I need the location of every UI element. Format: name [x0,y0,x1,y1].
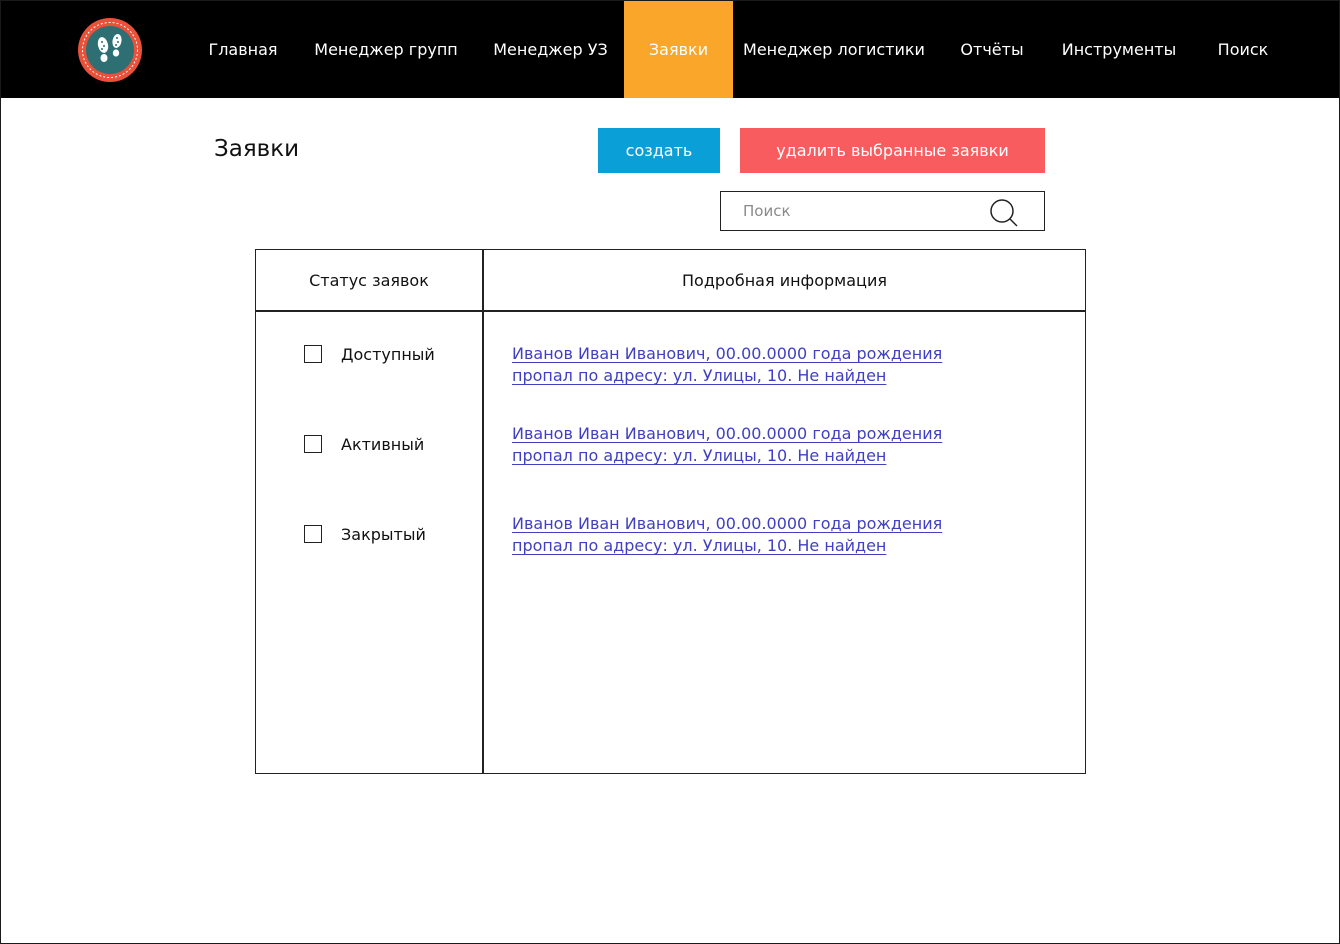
nav-item-home[interactable]: Главная [208,39,278,59]
top-nav-bar [0,0,1340,98]
request-line-1: Иванов Иван Иванович, 00.00.0000 года рождения [512,344,943,363]
requests-table [255,249,1086,774]
status-filter-available[interactable] [304,342,435,366]
nav-item-search[interactable]: Поиск [1217,39,1269,59]
status-checkbox[interactable] [304,435,322,453]
status-filter-active[interactable] [304,432,424,456]
request-link[interactable] [512,513,992,557]
status-filter-closed[interactable] [304,522,426,546]
status-checkbox[interactable] [304,525,322,543]
nav-item-logistics-manager[interactable]: Менеджер логистики [743,39,925,59]
nav-item-reports[interactable]: Отчёты [960,39,1024,59]
request-line-1: Иванов Иван Иванович, 00.00.0000 года рождения [512,424,943,443]
nav-item-account-manager[interactable]: Менеджер УЗ [493,39,608,59]
status-label: Доступный [341,344,435,364]
status-label: Закрытый [341,524,426,544]
info-column-header: Подробная информация [682,270,887,290]
delete-selected-button[interactable]: удалить выбранные заявки [740,128,1045,173]
search-input[interactable] [743,200,983,222]
search-box [720,191,1045,231]
request-link[interactable] [512,423,992,467]
status-checkbox[interactable] [304,345,322,363]
column-divider [482,250,484,773]
request-line-2: пропал по адресу: ул. Улицы, 10. Не найден [512,446,887,465]
page-title: Заявки [214,136,300,162]
header-divider [256,310,1085,312]
nav-item-requests[interactable]: Заявки [624,0,733,98]
nav-item-tools[interactable]: Инструменты [1061,39,1177,59]
request-line-1: Иванов Иван Иванович, 00.00.0000 года рождения [512,514,943,533]
status-column-header: Статус заявок [309,270,429,290]
search-icon[interactable] [989,198,1019,228]
status-label: Активный [341,434,425,454]
request-line-2: пропал по адресу: ул. Улицы, 10. Не найден [512,366,887,385]
footprints-logo-icon[interactable] [77,17,143,83]
nav-item-group-manager[interactable]: Менеджер групп [314,39,458,59]
request-link[interactable] [512,343,992,387]
request-line-2: пропал по адресу: ул. Улицы, 10. Не найден [512,536,887,555]
create-button[interactable]: создать [598,128,720,173]
